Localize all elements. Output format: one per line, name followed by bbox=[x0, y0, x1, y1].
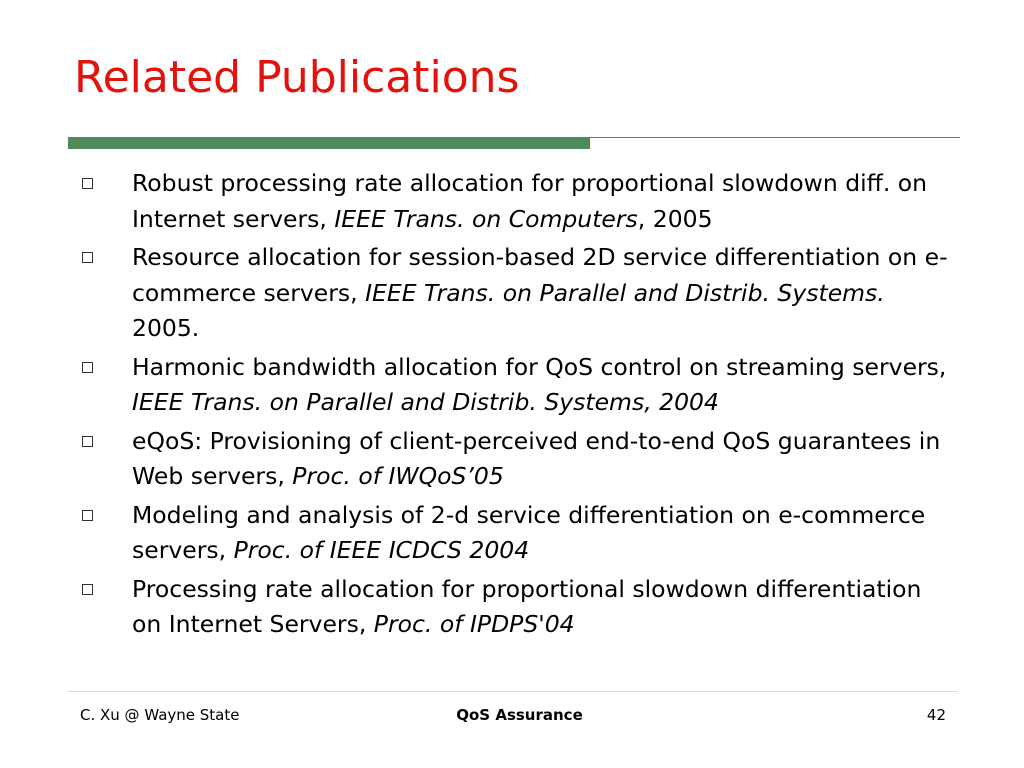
footer-author: C. Xu @ Wayne State bbox=[80, 706, 240, 724]
hollow-square-bullet-icon bbox=[82, 178, 93, 189]
publication-venue: Proc. of IEEE ICDCS 2004 bbox=[233, 536, 530, 564]
publication-item bbox=[80, 166, 950, 237]
publication-item bbox=[80, 424, 950, 495]
publication-year: 2005. bbox=[132, 314, 200, 342]
footer-divider bbox=[68, 691, 958, 692]
hollow-square-bullet-icon bbox=[82, 584, 93, 595]
publication-venue: IEEE Trans. on Computers bbox=[334, 204, 638, 233]
hollow-square-bullet-icon bbox=[82, 510, 93, 521]
publication-title: Modeling and analysis of 2-d service differentiation on e-commerce servers, bbox=[132, 500, 926, 564]
hollow-square-bullet-icon bbox=[82, 436, 93, 447]
footer-course-title: QoS Assurance bbox=[456, 706, 583, 724]
publication-title: Processing rate allocation for proportional slowdown differentiation on Internet Servers, bbox=[132, 574, 922, 638]
title-underline-thin bbox=[590, 137, 960, 138]
publication-year: , 2005 bbox=[637, 204, 713, 233]
publication-item bbox=[80, 350, 950, 421]
publication-item bbox=[80, 572, 950, 643]
publication-title: Harmonic bandwidth allocation for QoS control on streaming servers, bbox=[132, 352, 947, 381]
publication-item bbox=[80, 240, 950, 347]
publication-venue: Proc. of IWQoS’05 bbox=[292, 462, 504, 490]
publication-title: eQoS: Provisioning of client-perceived end-to-end QoS guarantees in Web servers, bbox=[132, 426, 941, 490]
publication-title: Resource allocation for session-based 2D service differentiation on e-commerce servers, bbox=[132, 243, 948, 307]
publication-title: Robust processing rate allocation for proportional slowdown diff. on Internet servers, bbox=[132, 169, 928, 233]
hollow-square-bullet-icon bbox=[82, 362, 93, 373]
hollow-square-bullet-icon bbox=[82, 252, 93, 263]
title-underline-thick bbox=[68, 137, 590, 149]
publication-venue: Proc. of IPDPS'04 bbox=[373, 610, 575, 638]
publication-venue: IEEE Trans. on Parallel and Distrib. Systems, 2004 bbox=[132, 388, 719, 416]
slide-title: Related Publications bbox=[74, 52, 520, 103]
publication-list bbox=[80, 166, 950, 646]
page-number: 42 bbox=[926, 706, 946, 724]
publication-item bbox=[80, 498, 950, 569]
publication-venue: IEEE Trans. on Parallel and Distrib. Systems. bbox=[365, 278, 885, 307]
